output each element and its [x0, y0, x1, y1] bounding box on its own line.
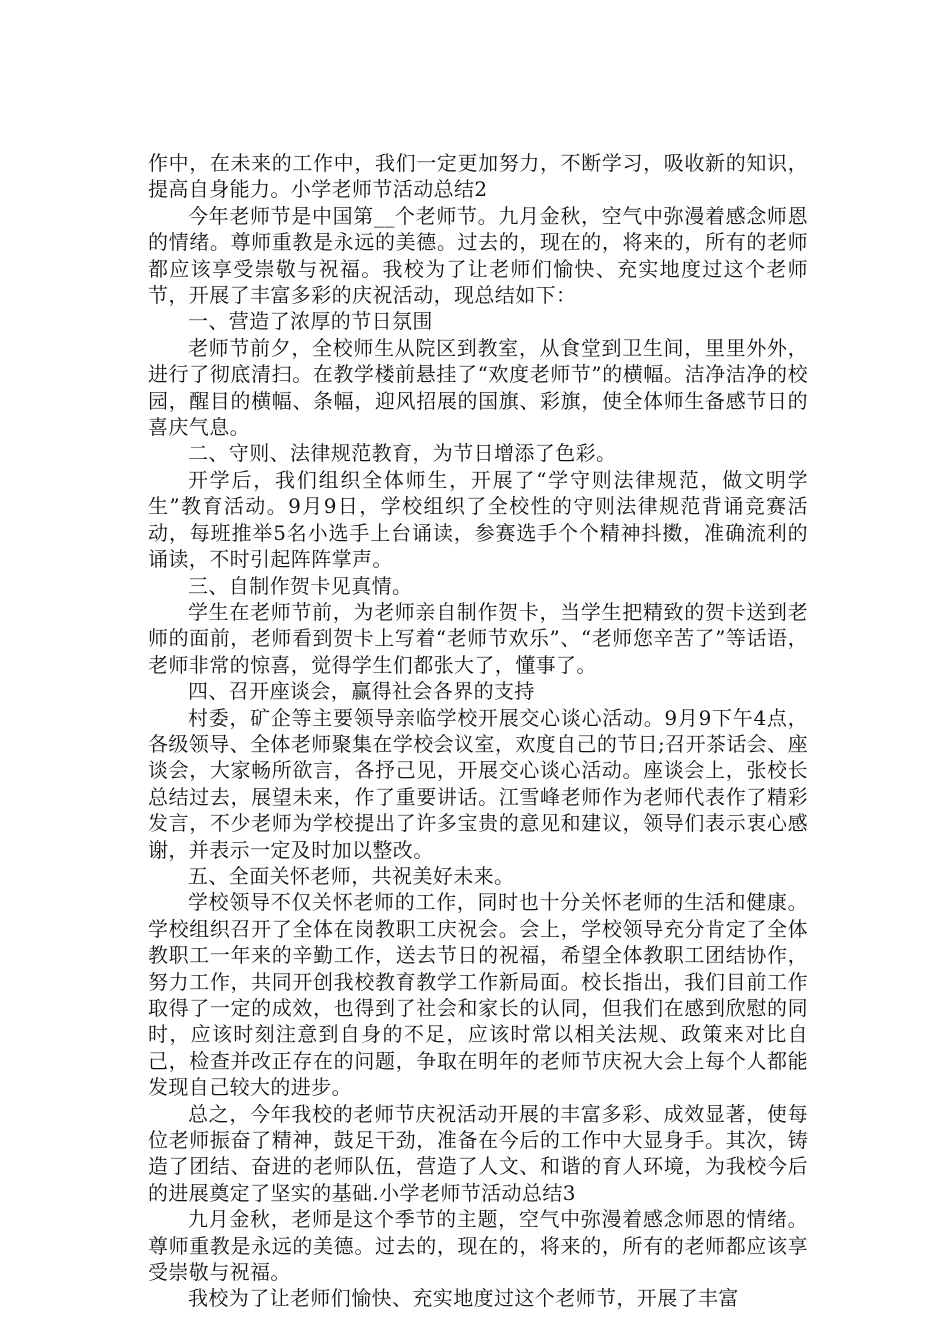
paragraph-5: 学生在老师节前，为老师亲自制作贺卡，当学生把精致的贺卡送到老师的面前，老师看到贺卡上写着“老师节欢乐”、“老师您辛苦了”等话语，老师非常的惊喜，觉得学生们都张大了，懂事了。: [148, 599, 808, 677]
paragraph-3: 老师节前夕，全校师生从院区到教室，从食堂到卫生间，里里外外，进行了彻底清扫。在教学楼前悬挂了“欢度老师节”的横幅。洁净洁净的校园，醒目的横幅、条幅，迎风招展的国旗、彩旗，使全体师生备感节日的喜庆气息。: [148, 335, 808, 440]
paragraph-2: 今年老师节是中国第__个老师节。九月金秋，空气中弥漫着感念师恩的情绪。尊师重教是永远的美德。过去的，现在的，将来的，所有的老师都应该享受崇敬与祝福。我校为了让老师们愉快、充实地度过这个老师节，开展了丰富多彩的庆祝活动，现总结如下：: [148, 203, 808, 308]
paragraph-4: 开学后，我们组织全体师生，开展了“学守则法律规范，做文明学生”教育活动。9月9日，学校组织了全校性的守则法律规范背诵竞赛活动，每班推举5名小选手上台诵读，参赛选手个个精神抖擞，准确流利的诵读，不时引起阵阵掌声。: [148, 467, 808, 572]
paragraph-7: 学校领导不仅关怀老师的工作，同时也十分关怀老师的生活和健康。学校组织召开了全体在岗教职工庆祝会。会上，学校领导充分肯定了全体教职工一年来的辛勤工作，送去节日的祝福，希望全体教职工团结协作，努力工作，共同开创我校教育教学工作新局面。校长指出，我们目前工作取得了一定的成效，也得到了社会和家长的认同，但我们在感到欣慰的同时，应该时刻注意到自身的不足，应该时常以相关法规、政策来对比自己，检查并改正存在的问题，争取在明年的老师节庆祝大会上每个人都能发现自己较大的进步。: [148, 890, 808, 1100]
section-heading-2: 二、守则、法律规范教育，为节日增添了色彩。: [188, 441, 617, 466]
paragraph-9: 九月金秋，老师是这个季节的主题，空气中弥漫着感念师恩的情绪。尊师重教是永远的美德。过去的，现在的，将来的，所有的老师都应该享受崇敬与祝福。: [148, 1207, 808, 1285]
section-heading-3: 三、自制作贺卡见真情。: [188, 573, 413, 598]
section-heading-4: 四、召开座谈会，赢得社会各界的支持: [188, 679, 535, 704]
paragraph-10: 我校为了让老师们愉快、充实地度过这个老师节，开展了丰富: [188, 1286, 739, 1311]
section-heading-1: 一、营造了浓厚的节日氛围: [188, 309, 433, 334]
paragraph-1: 作中，在未来的工作中，我们一定更加努力，不断学习，吸收新的知识，提高自身能力。小学老师节活动总结2: [148, 151, 808, 202]
paragraph-6: 村委，矿企等主要领导亲临学校开展交心谈心活动。9月9下午4点，各级领导、全体老师聚集在学校会议室，欢度自己的节日;召开茶话会、座谈会，大家畅所欲言，各抒己见，开展交心谈心活动。座谈会上，张校长总结过去，展望未来，作了重要讲话。江雪峰老师作为老师代表作了精彩发言，不少老师为学校提出了许多宝贵的意见和建议，领导们表示衷心感谢，并表示一定及时加以整改。: [148, 705, 808, 862]
paragraph-8: 总之，今年我校的老师节庆祝活动开展的丰富多彩、成效显著，使每位老师振奋了精神，鼓足干劲，准备在今后的工作中大显身手。其次，铸造了团结、奋进的老师队伍，营造了人文、和谐的育人环境，为我校今后的进展奠定了坚实的基础.小学老师节活动总结3: [148, 1101, 808, 1205]
document-body: [148, 150, 808, 1312]
section-heading-5: 五、全面关怀老师，共祝美好未来。: [188, 863, 515, 888]
